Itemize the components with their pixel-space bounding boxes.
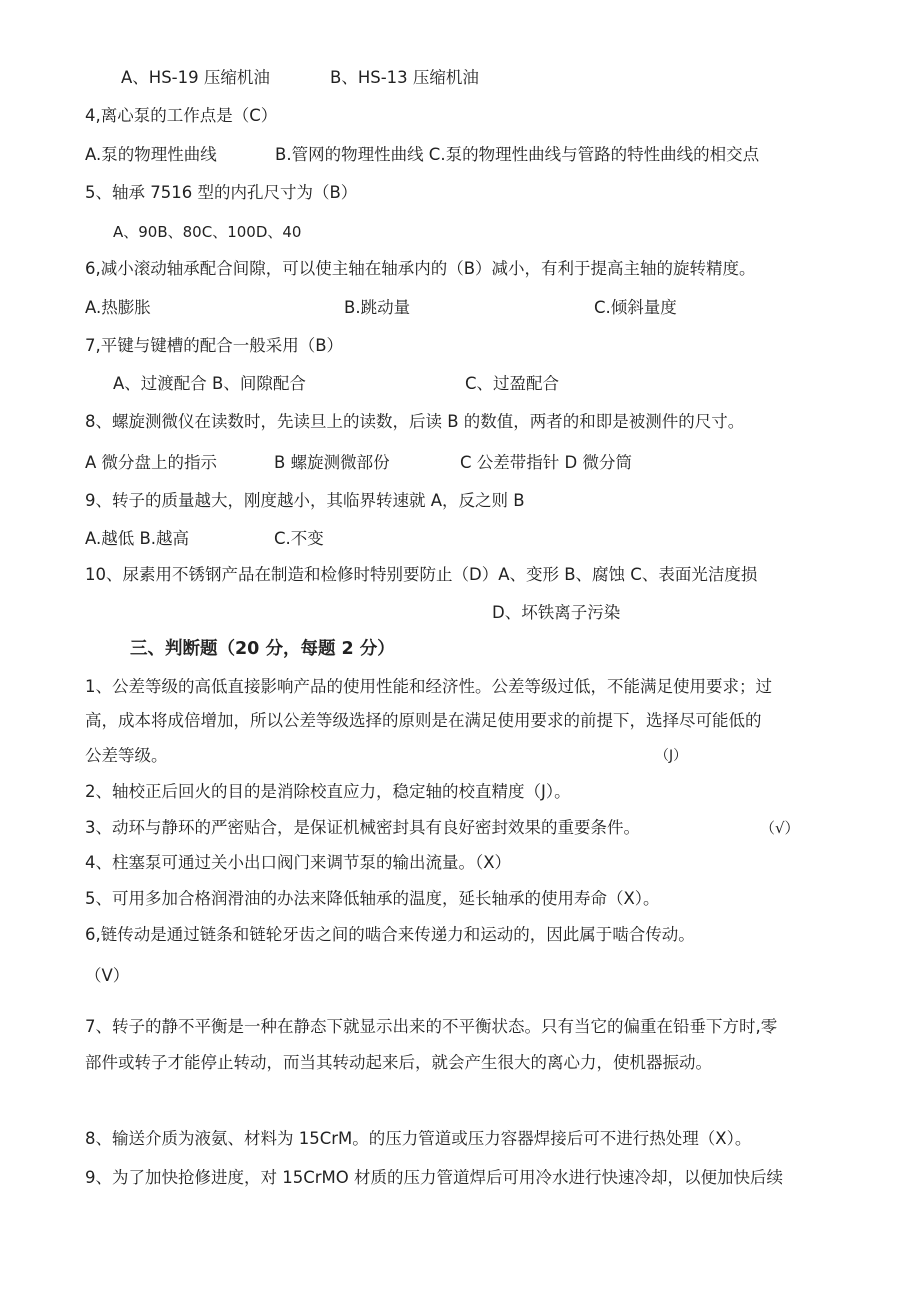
q5-options: A、90B、80C、100D、40 (113, 223, 302, 241)
question-7: 7,平键与键槽的配合一般采用（B） (85, 336, 344, 355)
judgment-7-line-1: 7、转子的静不平衡是一种在静态下就显示出来的不平衡状态。只有当它的偏重在铅垂下方时,零 (85, 1017, 778, 1036)
judgment-7-line-2: 部件或转子才能停止转动，而当其转动起来后，就会产生很大的离心力，使机器振动。 (85, 1053, 712, 1072)
judgment-4: 4、柱塞泵可通过关小出口阀门来调节泵的输出流量。（X） (85, 853, 512, 872)
judgment-2: 2、轴校正后回火的目的是消除校直应力，稳定轴的校直精度（J）。 (85, 782, 571, 801)
q10-option-d: D、坏铁离子污染 (492, 603, 621, 622)
q8-option-b: B 螺旋测微部份 (274, 453, 390, 472)
q6-option-b: B.跳动量 (344, 298, 411, 317)
section-heading-judgment: 三、判断题（20 分，每题 2 分） (130, 639, 395, 659)
judgment-1-line-2: 高，成本将成倍增加，所以公差等级选择的原则是在满足使用要求的前提下，选择尽可能低的 (85, 711, 762, 730)
option-line-hs19: A、HS-19 压缩机油 (121, 68, 270, 87)
judgment-6: 6,链传动是通过链条和链轮牙齿之间的啮合来传递力和运动的，因此属于啮合传动。 (85, 925, 695, 944)
judgment-8: 8、输送介质为液氨、材料为 15CrM。的压力管道或压力容器焊接后可不进行热处理（X）。 (85, 1129, 752, 1148)
judgment-9: 9、为了加快抢修进度，对 15CrMO 材质的压力管道焊后可用冷水进行快速冷却，以便加快后续 (85, 1168, 784, 1187)
question-9: 9、转子的质量越大，刚度越小，其临界转速就 A，反之则 B (85, 491, 525, 510)
q6-option-c: C.倾斜量度 (594, 298, 677, 317)
q4-option-a: A.泵的物理性曲线 (85, 145, 217, 164)
judgment-1-line-3: 公差等级。 (85, 746, 168, 765)
judgment-1-answer: （J） (655, 748, 688, 764)
q9-option-c: C.不变 (274, 529, 324, 548)
q4-option-bc: B.管网的物理性曲线 C.泵的物理性曲线与管路的特性曲线的相交点 (275, 145, 760, 164)
q8-option-cd: C 公差带指针 D 微分筒 (460, 453, 632, 472)
judgment-3: 3、动环与静环的严密贴合，是保证机械密封具有良好密封效果的重要条件。 (85, 818, 640, 837)
judgment-3-answer: （√） (760, 819, 800, 837)
q6-option-a: A.热膨胀 (85, 298, 151, 317)
question-8: 8、螺旋测微仪在读数时，先读旦上的读数，后读 B 的数值，两者的和即是被测件的尺寸。 (85, 412, 745, 431)
option-line-hs13: B、HS-13 压缩机油 (330, 68, 479, 87)
judgment-5: 5、可用多加合格润滑油的办法来降低轴承的温度，延长轴承的使用寿命（X）。 (85, 889, 660, 908)
question-4: 4,离心泵的工作点是（C） (85, 106, 278, 125)
q8-option-a: A 微分盘上的指示 (85, 453, 218, 472)
judgment-6-answer: （V） (85, 966, 130, 985)
q7-option-c: C、过盈配合 (465, 374, 560, 393)
question-5: 5、轴承 7516 型的内孔尺寸为（B） (85, 183, 358, 202)
question-6: 6,减小滚动轴承配合间隙，可以使主轴在轴承内的（B）减小，有利于提高主轴的旋转精度。 (85, 259, 756, 278)
q7-option-ab: A、过渡配合 B、间隙配合 (113, 374, 306, 393)
q9-option-ab: A.越低 B.越高 (85, 529, 190, 548)
judgment-1-line-1: 1、公差等级的高低直接影响产品的使用性能和经济性。公差等级过低，不能满足使用要求；过 (85, 677, 772, 696)
question-10: 10、尿素用不锈钢产品在制造和检修时特别要防止（D）A、变形 B、腐蚀 C、表面光洁度损 (85, 565, 758, 584)
